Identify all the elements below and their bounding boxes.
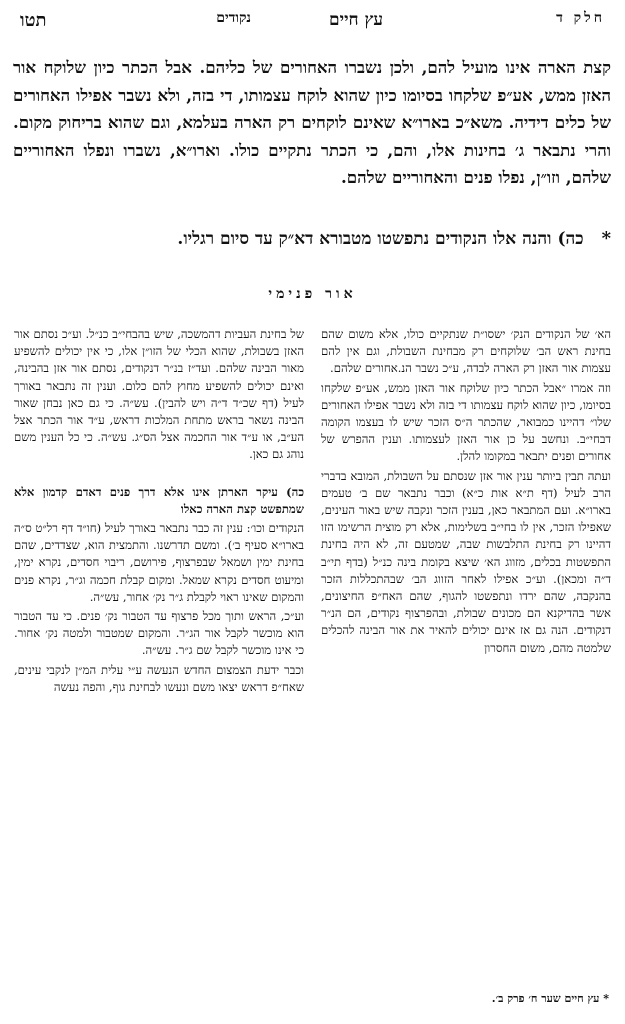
right-paragraph-1: הא׳ של הנקודים הנק׳ ישסו״ת שנתקיים כולו, אלא משום שהם בחינת ראש הב׳ שלוקחים רק מבחינת השבולת, וגם אין להם עצמות אור האזן רק הארה לבדה, ע״כ נשבר הנ.אחורים שלהם. — [321, 327, 611, 376]
left-column — [14, 326, 304, 990]
left-paragraph-2: הנקודים וכו׳: ענין זה כבר נתבאר באורך לעיל (חו״ד דף רל״ט ס״ה בארו״א סעיף ב׳). ומשם תדרשנו. והתמצית הוא, שצדדים, שהם בחינת ימין ושמאל שבפרצוף, פירושם, ריבוי חסדים, נקרא ימין, ומיעוט חסדים נקרא שמאל. ומקום קבלת חכמה וג״ר, נקרא פנים והמקום שאינו ראוי לקבלת ג״ר נק׳ אחור, עש״ה. — [14, 521, 304, 604]
right-paragraph-3: ועתה תבין ביותר ענין אור אזן שנסתם על השבולת, המובא בדברי הרב לעיל (דף ת״א אות כ״א) וכבר נתבאר שם ב׳ טעמים בארו״א. ועם המתבאר כאן, בענין הזכר ונקבה שיש באור העינים, שאפילו הזכר, אין לו בחי״ב בשלימות, אלא רק מוצית הרשימו הזו דהיינו רק בחינת התלבשות שבה, שמטעם זה, לא היה בחינת התפשטות בכלים, מזווג הא׳ שיצא בקומת בינה כנ״ל (בדף תי״ב ד״ה ומכאן). וע״כ אפילו לאחר הזווג הב׳ שבהתכללות הזכר בהנקבה, שהם ירדו ונתפשטו להגוף, שהם האח״פ החיצונים, אשר בהדיקנא הם מכונים שבולת, ובהפרצוף נקודים, הם הנ״ר דנקודים. הנה גם אז אינם יכולים להאיר את אור הבינה להכלים שלמטה מהם, משום החסרון — [321, 468, 611, 655]
left-paragraph-1: של בחינת העביות דהמשכה, שיש בהבחי״ב כנ״ל. וע״כ נסתם אור האזן בשבולת, שהוא הכלי של הזו״ן אלו, כי אין יכולים להשפיע מאור הבינה שלהם. ועד״ז בנ״ר דנקודים, נסתם אור אזן בהבינה, ואינם יכולים להשפיע מחוץ להם כלום. וענין זה נתבאר באורך לעיל (דף שכ״ד ד״ה ויש להבין). עש״ה. כי גם כאן נבחן שאור הבינה נשאר בראש מתחת המלכות דראש, ע״ד אור הכתר אצל הע״ב, או ע״ד אור החכמה אצל הס״ג. עש״ה. כי כל הענין משם נוהג גם כאן. — [14, 327, 304, 462]
left-paragraph-4: וכבר ידעת הצמצום החדש הנעשה ע״י עלית המ״ן לנקבי עינים, שאח״פ דראש יצאו משם ונעשו לבחינת גוף, והפה נעשה — [14, 662, 304, 694]
right-column — [321, 326, 611, 990]
section-title: אור פנימי — [268, 286, 357, 302]
note-star: * — [601, 228, 611, 249]
section-label: נקודים — [216, 10, 251, 26]
right-paragraph-2: וזה אמרו ״אבל הכתר כיון שלוקח אור האזן ממש, אע״פ שלקחו בסיומו, כיון שהוא לוקח עצמותו די בזה ולא נשבר אפילו האחורים שלו״ דהיינו כמבואר, שהכתר ה״ס הזכר שיש לו בעצמו הקומה דבחי״ב. ונחשב על כן אור האזן לעצמותו. וענין ההפרש של אחורים ופנים יתבאר במקומו להלן. — [321, 380, 611, 464]
book-title: עץ חיים — [329, 10, 383, 30]
left-paragraph-3: וע״כ, הראש ותוך מכל פרצוף עד הטבור נק׳ פנים. כי עד הטבור הוא מוכשר לקבל אור הג״ר. והמקום שמטבור ולמטה נק׳ אחור. כי אינו מוכשר לקבל שם ג״ר. עש״ה. — [14, 609, 304, 658]
part-label: חלק ד — [556, 10, 605, 26]
page-number: תטו — [20, 10, 47, 31]
running-header — [14, 6, 611, 36]
main-text: קצת הארה אינו מועיל להם, ולכן נשברו האחורים של כליהם. אבל הכתר כיון שלוקח אור האזן ממש, אע״פ שלקחו בסיומו כיון שהוא לוקח עצמותו, די בזה, ולא נשבר אפילו האחורים של כלים דידיה. משא״כ בארו״א שאינם לוקחים רק הארה בעלמא, וגם שהוא בריחוק מקום. והרי נתבאר ג׳ בחינות אלו, והם, כי הכתר נתקיים כולו. וארו״א, נשברו ונפלו האחוריים שלהם, וזו״ן, נפלו פנים והאחוריים שלהם. — [13, 57, 611, 187]
footnote: * עץ חיים שער ח׳ פרק ב׳. — [491, 992, 609, 1005]
note-line — [13, 226, 611, 252]
left-heading: כה) עיקר הארתן אינו אלא דרך פנים דאדם קדמון אלא שמתפשט קצת הארה כאלו — [14, 484, 304, 516]
note-text: כה) והנה אלו הנקודים נתפשטו מטבורא דא״ק עד סיום רגליו. — [177, 229, 584, 249]
